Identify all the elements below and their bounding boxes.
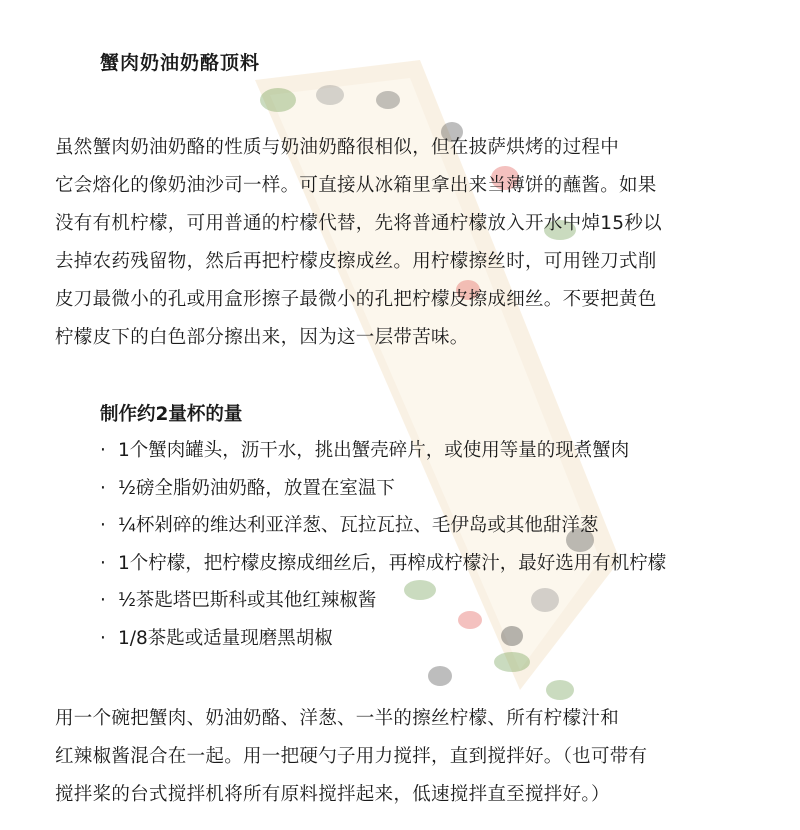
ingredient-list [100,432,666,657]
bullet-icon: · [100,515,106,536]
bullet-icon: · [100,627,106,649]
intro-line: 去掉农药残留物，然后再把柠檬皮擦成丝。用柠檬擦丝时，可用锉刀式削 [55,251,657,272]
ingredient-text: 1/8茶匙或适量现磨黑胡椒 [118,627,333,649]
intro-line: 它会熔化的像奶油沙司一样。可直接从冰箱里拿出来当薄饼的蘸酱。如果 [55,175,657,196]
method-line: 搅拌桨的台式搅拌机将所有原料搅拌起来，低速搅拌直至搅拌好。） [55,784,610,805]
bullet-icon: · [100,440,106,461]
list-item [100,545,666,583]
intro-line: 柠檬皮下的白色部分擦出来，因为这一层带苦味。 [55,327,469,348]
list-item [100,582,666,620]
intro-line: 虽然蟹肉奶油奶酪的性质与奶油奶酪很相似，但在披萨烘烤的过程中 [55,137,620,158]
bullet-icon: · [100,590,106,611]
method-line: 红辣椒酱混合在一起。用一把硬勺子用力搅拌，直到搅拌好。（也可带有 [55,746,648,767]
yield-heading: 制作约2量杯的量 [100,404,243,425]
intro-paragraph [55,129,755,357]
bullet-icon: · [100,477,106,499]
page-title: 蟹肉奶油奶酪顶料 [100,52,261,74]
method-paragraph [55,700,755,814]
ingredient-text: ½茶匙塔巴斯科或其他红辣椒酱 [118,590,377,611]
ingredient-text: 1个蟹肉罐头，沥干水，挑出蟹壳碎片，或使用等量的现煮蟹肉 [118,440,630,461]
intro-line: 皮刀最微小的孔或用盒形擦子最微小的孔把柠檬皮擦成细丝。不要把黄色 [55,289,657,310]
list-item [100,507,666,545]
method-line: 用一个碗把蟹肉、奶油奶酪、洋葱、一半的擦丝柠檬、所有柠檬汁和 [55,708,620,729]
bullet-icon: · [100,552,106,574]
list-item [100,470,666,508]
list-item [100,432,666,470]
intro-line: 没有有机柠檬，可用普通的柠檬代替，先将普通柠檬放入开水中焯15秒以 [55,213,662,234]
ingredient-text: ¼杯剁碎的维达利亚洋葱、瓦拉瓦拉、毛伊岛或其他甜洋葱 [118,515,599,536]
ingredient-text: ½磅全脂奶油奶酪，放置在室温下 [118,477,395,499]
list-item [100,620,666,658]
ingredient-text: 1个柠檬，把柠檬皮擦成细丝后，再榨成柠檬汁，最好选用有机柠檬 [118,552,667,574]
